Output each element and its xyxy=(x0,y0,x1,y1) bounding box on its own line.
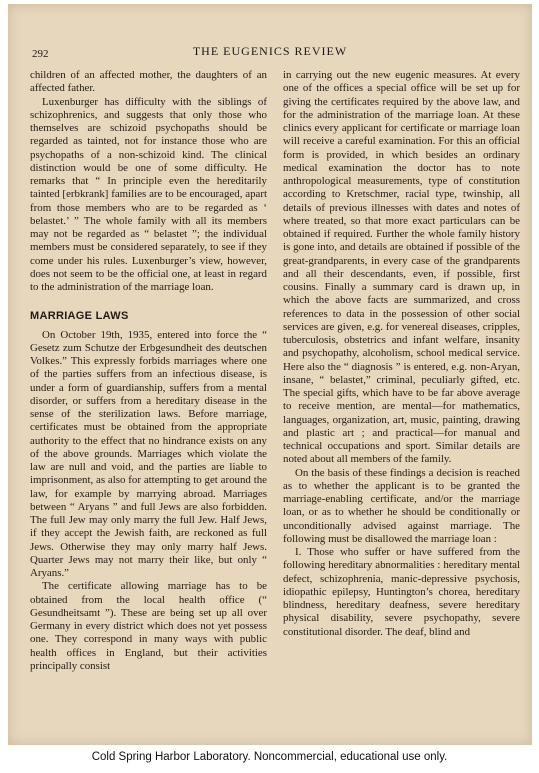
paragraph: Luxenburger has difficulty with the siblings of schizophrenics, and suggests that only those who themselves are schizoid psychopaths should be regarded as tainted, not for instance those who are psychopaths of a non-schizoid kind. The clinical distinction would be one of some difficulty. He remarks that “ In principle even the hereditarily tainted [erbkrank] families are to be encouraged, apart from those members who are to be regarded as ‘ belastet.’ ” The whole family with all its members may not be regarded as “ belastet ”; the individual members must be considered separately, to see if they come under his rules. Luxenburger’s view, however, does not seem to be the official one, at least in regard to the administration of the marriage loan. xyxy=(30,95,267,293)
page-number: 292 xyxy=(32,48,49,60)
right-column xyxy=(283,69,520,639)
paragraph: On the basis of these findings a decision is reached as to whether the applicant is to be granted the marriage-enabling certificate, and/or the marriage loan, or as to whether he should be conditionally or unconditionally advised against marriage. The following must be disallowed the marriage loan : xyxy=(283,466,520,545)
archive-footer: Cold Spring Harbor Laboratory. Noncommercial, educational use only. xyxy=(91,751,448,763)
paragraph: On October 19th, 1935, entered into force the “ Gesetz zum Schutze der Erbgesundheit des deutschen Volkes.” This expressly forbids marriages where one of the parties suffers from an infectious disease, is under a form of guardianship, suffers from a mental disorder, or suffers from a hereditary disease in the sense of the sterilization laws. Before marriage, certificates must be obtained from the appropriate authority to the effect that no hindrance exists on any of the above grounds. Marriages which violate the law are null and void, and the parties are liable to imprisonment, as also for attempting to get around the law, for example by marrying abroad. Marriages between “ Aryans ” and full Jews are also forbidden. The full Jew may only marry the full Jew. Half Jews, if they accept the Jewish faith, are reckoned as full Jews. Otherwise they may only marry half Jews. Quarter Jews may not marry their like, but only “ Aryans.” xyxy=(30,328,267,579)
paragraph: in carrying out the new eugenic measures. At every one of the offices a special office will be set up for giving the certificates required by the above law, and for the administration of the marriage loan. At these clinics every applicant for certificate or marriage loan will receive a careful examination. For this an official form is provided, in which besides an ordinary medical examination the doctor has to note anthropological measurements, type of constitution according to Kretschmer, racial type, twinship, all details of previous illnesses with dates and notes of where treated, so that more exact particulars can be obtained if required. Further the whole family history is gone into, and details are obtained if possible of the great-grandparents, in every case of the grandparents and all their descendants, even, if possible, first cousins. Finally a summary card is drawn up, in which the above facts are summarized, and cross references to data in the possession of other social services are given, e.g. for venereal diseases, cripples, tuberculosis, obstetrics and infant welfare, insanity and psychopathy, alcoholism, school medical service. Here also the “ diagnosis ” is entered, e.g. non-Aryan, insane, “ belastet,” criminal, peculiarly gifted, etc. The special gifts, which have to be far above average to receive mention, are mental—for mathematics, languages, organization, art, music, painting, drawing and plastic art ; and practical—for manual and technical occupations and sport. Similar details are noted about all members of the family. xyxy=(283,69,520,466)
left-column xyxy=(30,69,267,673)
paragraph: children of an affected mother, the daughters of an affected father. xyxy=(30,69,267,95)
paragraph: The certificate allowing marriage has to be obtained from the local health office (“ Gesundheitsamt ”). These are being set up all over Germany in every district which does not yet possess one. They correspond in many ways with public health offices in England, but their activities principally consist xyxy=(30,580,267,672)
running-head: THE EUGENICS REVIEW xyxy=(192,44,348,58)
book-page xyxy=(8,4,532,745)
paragraph: I. Those who suffer or have suffered from the following hereditary abnormalities : hereditary mental defect, schizophrenia, manic-depressive psychosis, idiopathic epilepsy, Huntington’s chorea, hereditary blindness, hereditary deafness, severe hereditary physical disability, severe psychopathy, severe constitutional disorder. The deaf, blind and xyxy=(283,546,520,638)
section-heading: MARRIAGE LAWS xyxy=(30,310,129,323)
